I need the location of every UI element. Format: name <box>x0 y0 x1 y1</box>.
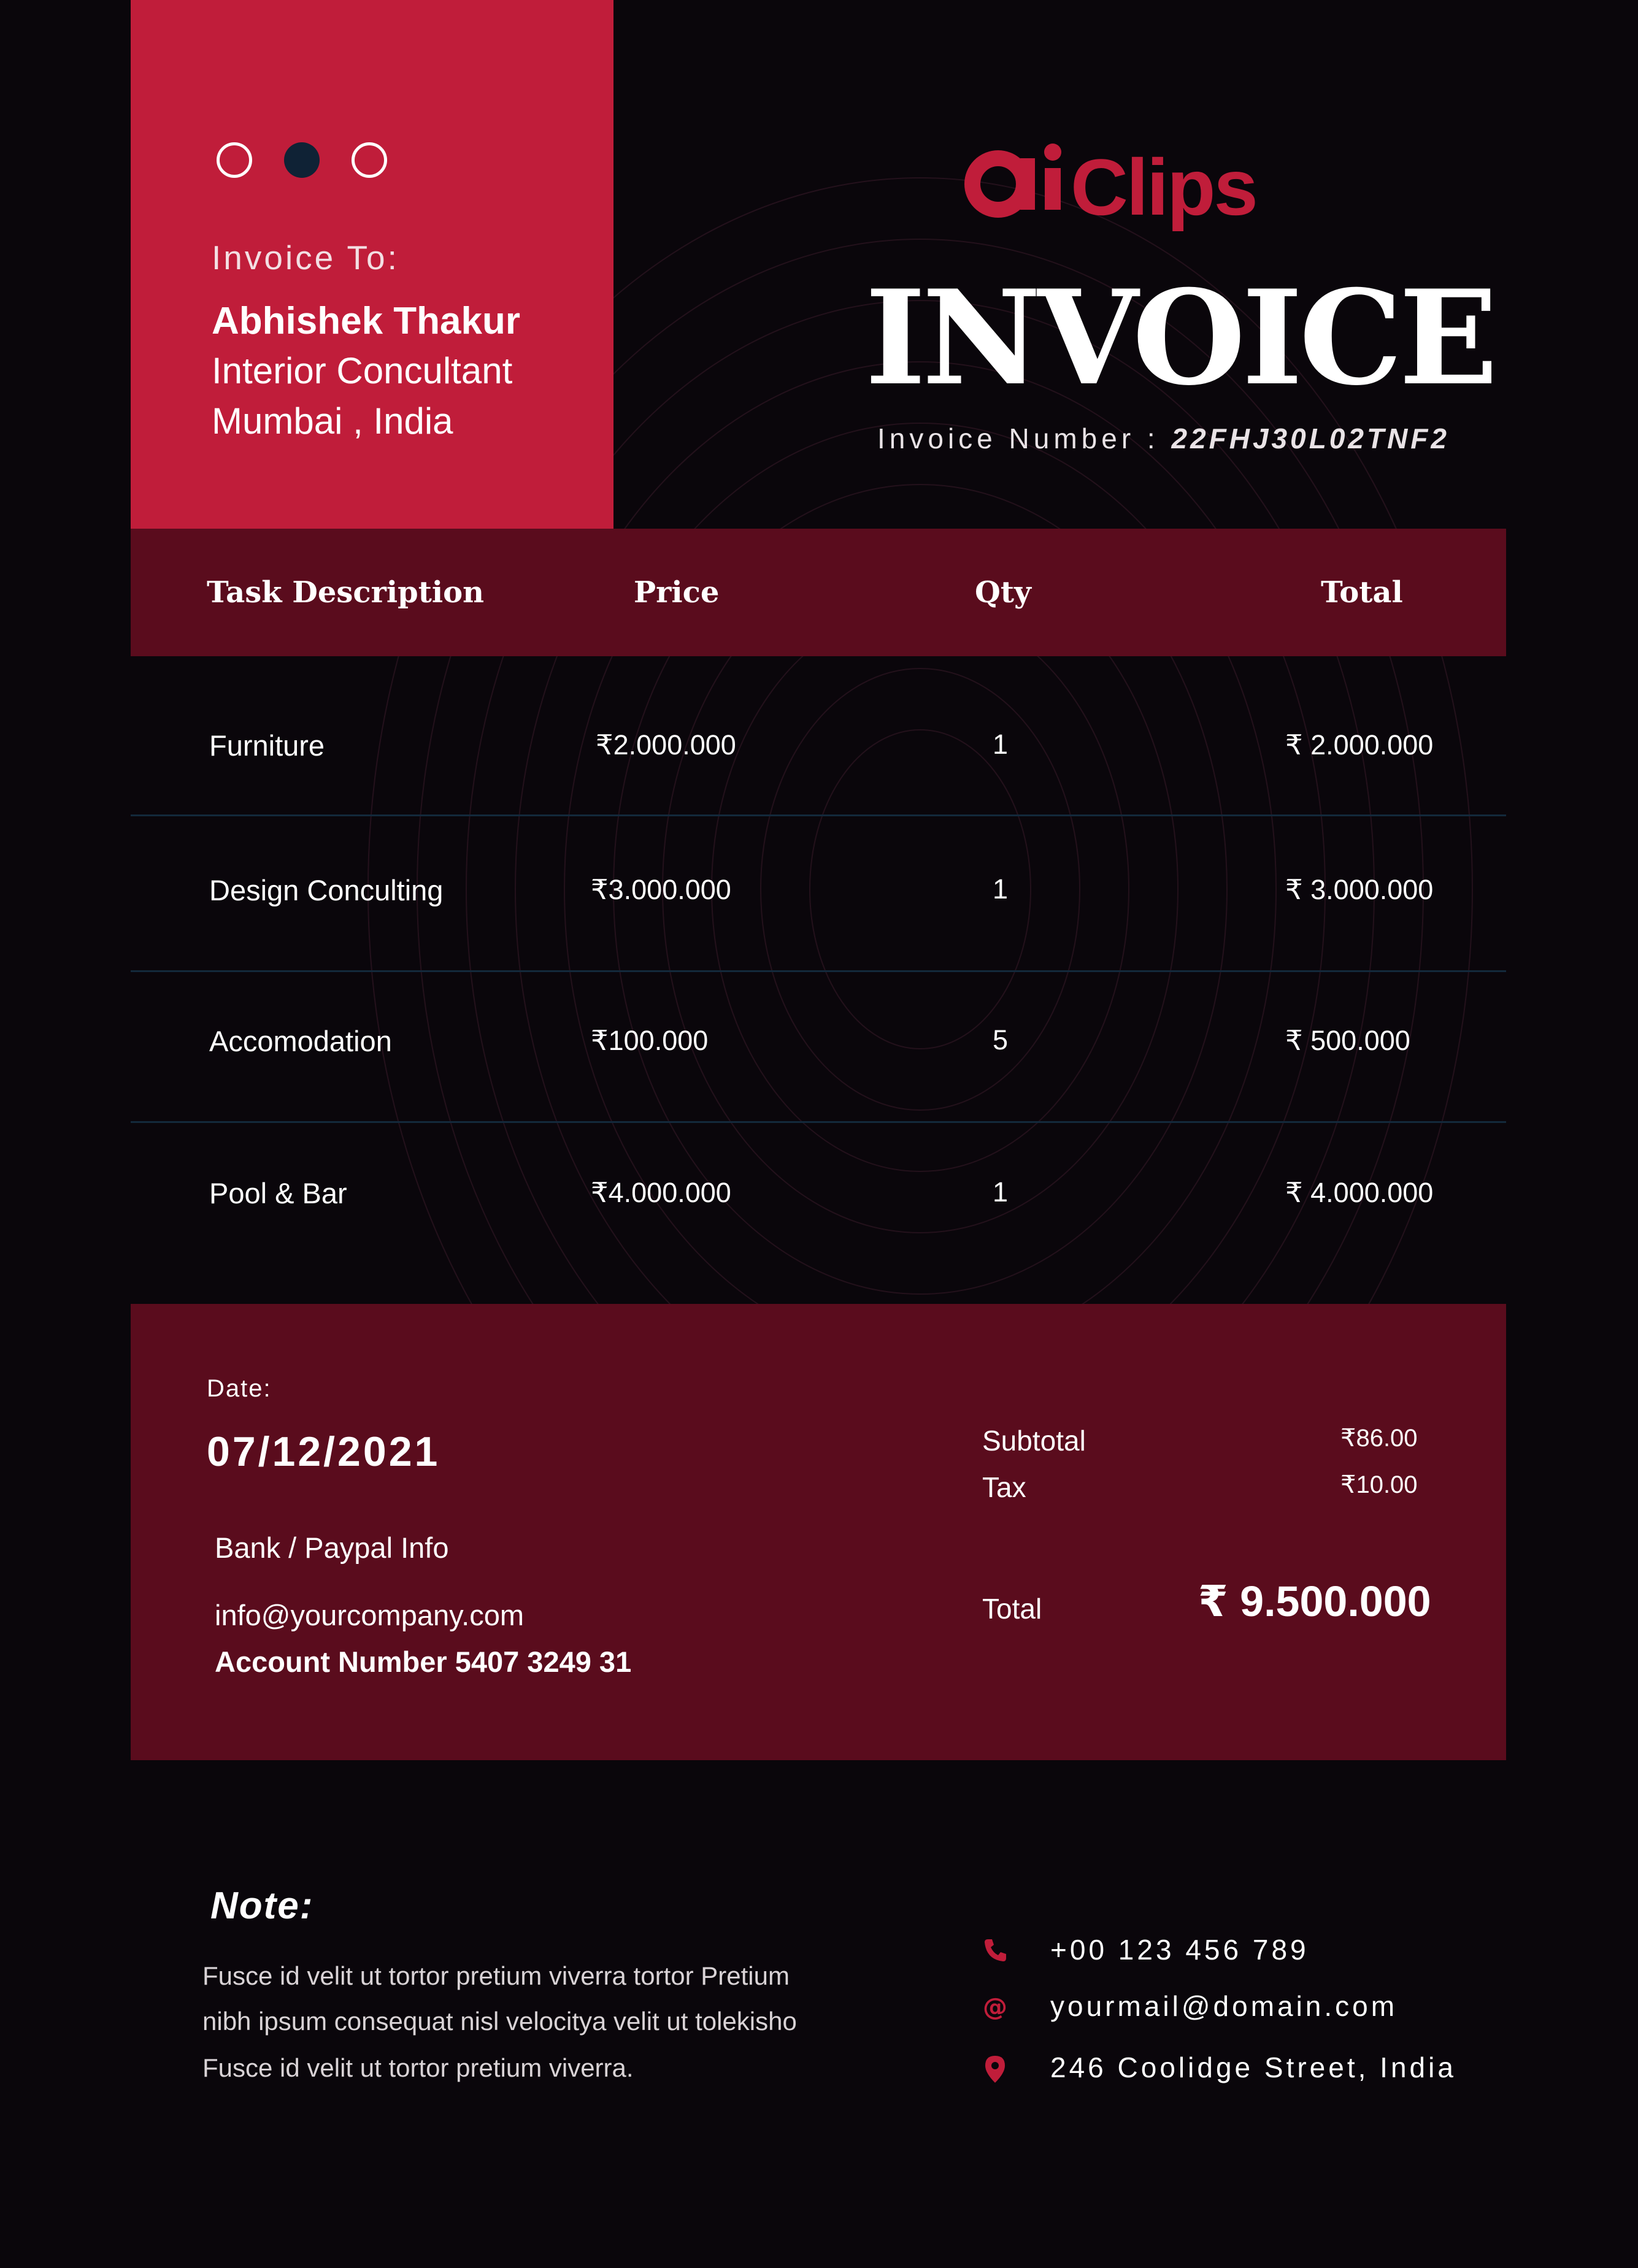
summary-panel <box>131 1304 1506 1760</box>
row-description: Accomodation <box>209 1025 392 1057</box>
row-qty: 1 <box>993 729 1009 760</box>
subtotal-label: Subtotal <box>982 1425 1086 1457</box>
row-qty: 1 <box>993 1176 1009 1208</box>
street-address: 246 Coolidge Street, India <box>1050 2052 1456 2083</box>
brand-name: Clips <box>1071 142 1256 232</box>
account-number: Account Number 5407 3249 31 <box>215 1645 632 1678</box>
grand-total: ₹ 9.500.000 <box>1198 1577 1431 1625</box>
column-header-total: Total <box>1321 575 1403 610</box>
contact-address <box>982 2051 1509 2100</box>
column-header-qty: Qty <box>975 575 1031 610</box>
row-qty: 1 <box>993 873 1009 905</box>
phone-number: +00 123 456 789 <box>1050 1934 1309 1966</box>
phone-icon <box>982 1937 1009 1964</box>
tax-value: ₹10.00 <box>1340 1471 1418 1498</box>
client-location: Mumbai , India <box>212 400 453 442</box>
row-divider <box>131 1121 1506 1123</box>
row-total: ₹ 500.000 <box>1285 1025 1410 1056</box>
invoice-number-label: Invoice Number : <box>877 423 1159 454</box>
dot-icon <box>217 142 252 178</box>
row-description: Furniture <box>209 729 325 762</box>
row-divider <box>131 814 1506 816</box>
bank-info-label: Bank / Paypal Info <box>215 1531 449 1564</box>
location-pin-icon <box>982 2055 1009 2084</box>
row-price: ₹3.000.000 <box>591 874 731 905</box>
bill-to-panel <box>131 0 613 529</box>
dot-icon <box>352 142 387 178</box>
decorative-dots <box>217 142 387 178</box>
company-email: info@yourcompany.com <box>215 1599 524 1631</box>
contact-phone <box>982 1933 1509 1982</box>
bill-to-label: Invoice To: <box>212 239 399 277</box>
page-title: INVOICE <box>865 261 1494 414</box>
client-role: Interior Concultant <box>212 350 513 391</box>
row-divider <box>131 970 1506 972</box>
note-title: Note: <box>210 1885 314 1927</box>
row-description: Pool & Bar <box>209 1177 347 1209</box>
contact-email <box>982 1990 1509 2039</box>
row-qty: 5 <box>993 1024 1009 1055</box>
row-description: Design Conculting <box>209 874 444 906</box>
column-header-description: Task Description <box>207 575 485 610</box>
client-name: Abhishek Thakur <box>212 300 520 342</box>
note-line: Fusce id velit ut tortor pretium viverra tortor Pretium <box>202 1961 790 1990</box>
tax-label: Tax <box>982 1471 1026 1503</box>
dot-icon <box>284 142 320 178</box>
date-label: Date: <box>207 1375 272 1402</box>
row-total: ₹ 2.000.000 <box>1285 729 1434 760</box>
invoice-number-value: 22FHJ30L02TNF2 <box>1171 423 1450 454</box>
note-line: nibh ipsum consequat nisl velocitya velit ut tolekisho <box>202 2007 797 2036</box>
row-total: ₹ 3.000.000 <box>1285 874 1434 905</box>
row-price: ₹4.000.000 <box>591 1177 731 1208</box>
row-price: ₹100.000 <box>591 1025 709 1056</box>
subtotal-value: ₹86.00 <box>1340 1425 1418 1452</box>
total-label: Total <box>982 1593 1042 1625</box>
at-icon <box>982 1993 1009 2020</box>
table-header <box>131 529 1506 656</box>
date-value: 07/12/2021 <box>207 1428 440 1475</box>
row-total: ₹ 4.000.000 <box>1285 1177 1434 1208</box>
row-price: ₹2.000.000 <box>596 729 736 760</box>
email-address: yourmail@domain.com <box>1050 1990 1398 2022</box>
note-line: Fusce id velit ut tortor pretium viverra. <box>202 2053 634 2082</box>
invoice-number <box>877 422 1450 455</box>
column-header-price: Price <box>634 575 720 610</box>
svg-text:@: @ <box>983 1993 1007 2020</box>
